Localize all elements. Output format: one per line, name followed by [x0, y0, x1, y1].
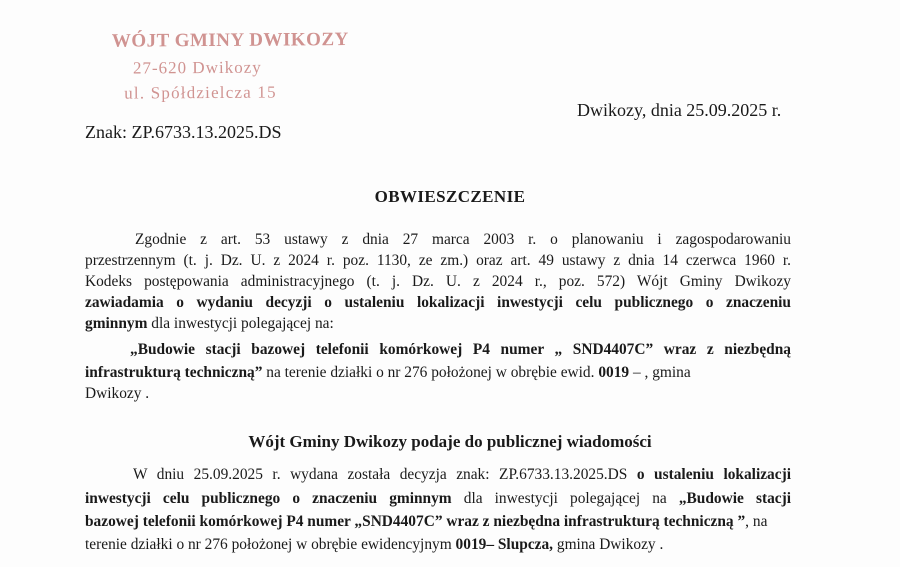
paragraph1-line2: przestrzennym (t. j. Dz. U. z 2024 r. poz. 1130, ze zm.) oraz art. 49 ustawy z dnia 14 czerwca 1960 r. [85, 252, 791, 269]
precinct-number: 0019 [598, 364, 630, 381]
paragraph1-line4 [85, 294, 791, 312]
paragraph1-line5-text: dla inwestycji polegającej na: [147, 315, 334, 332]
paragraph1-line1: Zgodnie z art. 53 ustawy z dnia 27 marca 2003 r. o planowaniu i zagospodarowaniu [135, 231, 791, 248]
paragraph1-line3: Kodeks postępowania administracyjnego (t. j. Dz. U. z 2024 r., poz. 572) Wójt Gminy Dwikozy [85, 273, 791, 290]
paragraph2-line3 [85, 513, 767, 531]
section-subtitle: Wójt Gminy Dwikozy podaje do publicznej wiadomości [248, 432, 652, 451]
office-stamp [96, 29, 349, 111]
stamp-line-office: WÓJT GMINY DWIKOZY [111, 29, 349, 52]
paragraph1-line7 [85, 364, 691, 382]
document-reference: Znak: ZP.6733.13.2025.DS [85, 122, 282, 142]
paragraph2-line1-bold: o ustaleniu lokalizacji [636, 466, 791, 483]
stamp-line-postcode: 27-620 Dwikozy [132, 57, 262, 78]
document-title: OBWIESZCZENIE [374, 187, 526, 206]
paragraph1-line5 [85, 315, 334, 333]
paragraph2-line1 [133, 466, 791, 484]
paragraph1-line7-end: – , gmina [629, 364, 691, 381]
investment-name: „Budowie stacji bazowej telefonii komórkowej P4 numer „ SND4407C” wraz z niezbędną [130, 341, 791, 358]
stamp-line-street: ul. Spółdzielcza 15 [124, 82, 277, 103]
paragraph2-line1-text: W dniu 25.09.2025 r. wydana została decyzja znak: ZP.6733.13.2025.DS [133, 466, 637, 483]
paragraph2-line4 [85, 536, 663, 554]
paragraph1-line4-bold: zawiadamia o wydaniu decyzji o ustaleniu lokalizacji inwestycji celu publicznego o znaczeniu [85, 294, 791, 311]
paragraph2-line2-bold: inwestycji celu publicznego o znaczeniu gminnym [85, 490, 452, 507]
paragraph2-line2-text: dla inwestycji polegającej na [451, 490, 679, 507]
paragraph1-line7-bold: infrastrukturą techniczną” [85, 364, 263, 381]
paragraph2-line4-bold: 0019– Slupcza, [455, 536, 554, 553]
paragraph1-line8: Dwikozy . [85, 385, 150, 402]
paragraph2-line3-bold: bazowej telefonii komórkowej P4 numer „SND4407C” wraz z niezbędna infrastrukturą techniczną ” [85, 513, 746, 530]
paragraph1-line6 [130, 341, 791, 359]
document-date: Dwikozy, dnia 25.09.2025 r. [577, 100, 782, 120]
paragraph2-line4-end: gmina Dwikozy . [553, 536, 664, 553]
paragraph1-line7-text: na terenie działki o nr 276 położonej w obrębie ewid. [262, 364, 599, 381]
paragraph2-line3-text: , na [745, 513, 768, 530]
paragraph1-line5-bold: gminnym [85, 315, 148, 332]
paragraph2-line4-text: terenie działki o nr 276 położonej w obrębie ewidencyjnym [85, 536, 456, 553]
paragraph2-line2-bold2: „Budowie stacji [678, 490, 791, 507]
paragraph2-line2 [85, 490, 791, 508]
